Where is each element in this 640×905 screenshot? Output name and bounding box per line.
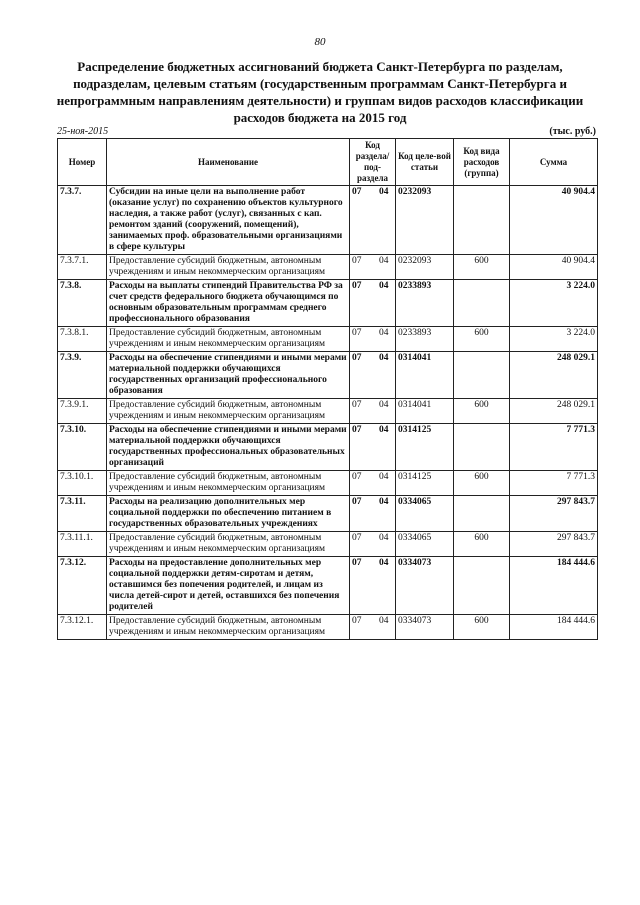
row-section-code: 07 xyxy=(350,424,373,471)
row-article-code: 0232093 xyxy=(396,186,454,255)
header-article: Код целе-вой статьи xyxy=(396,139,454,186)
header-section: Код раздела/ под-раздела xyxy=(350,139,396,186)
table-row xyxy=(58,327,598,352)
row-article-code: 0334065 xyxy=(396,496,454,532)
row-expense-type: 600 xyxy=(454,471,510,496)
row-section-code: 07 xyxy=(350,399,373,424)
header-sum: Сумма xyxy=(510,139,598,186)
row-subsection-code: 04 xyxy=(373,255,396,280)
page-number: 80 xyxy=(314,36,326,48)
row-number: 7.3.8.1. xyxy=(58,327,107,352)
row-number: 7.3.10. xyxy=(58,424,107,471)
row-name: Предоставление субсидий бюджетным, автономным учреждениям и иным некоммерческим организациям xyxy=(107,532,350,557)
table-row xyxy=(58,186,598,255)
row-section-code: 07 xyxy=(350,471,373,496)
row-sum: 7 771.3 xyxy=(510,424,598,471)
row-article-code: 0334065 xyxy=(396,532,454,557)
table-row xyxy=(58,496,598,532)
row-section-code: 07 xyxy=(350,532,373,557)
row-sum: 40 904.4 xyxy=(510,186,598,255)
row-expense-type: 600 xyxy=(454,255,510,280)
row-subsection-code: 04 xyxy=(373,186,396,255)
row-article-code: 0314041 xyxy=(396,352,454,399)
row-subsection-code: 04 xyxy=(373,424,396,471)
row-name: Расходы на предоставление дополнительных мер социальной поддержки детям-сиротам и детям, оставшимся без попечения родителей, и лицам из числа детей-сирот и детей, оставшихся без попечения родителей xyxy=(107,557,350,615)
row-section-code: 07 xyxy=(350,615,373,640)
row-number: 7.3.9. xyxy=(58,352,107,399)
row-section-code: 07 xyxy=(350,496,373,532)
row-subsection-code: 04 xyxy=(373,557,396,615)
row-sum: 40 904.4 xyxy=(510,255,598,280)
row-expense-type xyxy=(454,424,510,471)
table-row xyxy=(58,255,598,280)
row-section-code: 07 xyxy=(350,352,373,399)
row-subsection-code: 04 xyxy=(373,471,396,496)
row-number: 7.3.11.1. xyxy=(58,532,107,557)
row-sum: 248 029.1 xyxy=(510,399,598,424)
table-row xyxy=(58,532,598,557)
row-name: Предоставление субсидий бюджетным, автономным учреждениям и иным некоммерческим организациям xyxy=(107,399,350,424)
row-expense-type: 600 xyxy=(454,327,510,352)
row-section-code: 07 xyxy=(350,557,373,615)
row-sum: 297 843.7 xyxy=(510,532,598,557)
row-subsection-code: 04 xyxy=(373,327,396,352)
row-subsection-code: 04 xyxy=(373,399,396,424)
header-number: Номер xyxy=(58,139,107,186)
row-expense-type: 600 xyxy=(454,615,510,640)
row-expense-type xyxy=(454,496,510,532)
row-number: 7.3.11. xyxy=(58,496,107,532)
row-sum: 184 444.6 xyxy=(510,557,598,615)
row-sum: 3 224.0 xyxy=(510,280,598,327)
row-expense-type: 600 xyxy=(454,399,510,424)
row-sum: 184 444.6 xyxy=(510,615,598,640)
row-section-code: 07 xyxy=(350,327,373,352)
row-sum: 248 029.1 xyxy=(510,352,598,399)
row-section-code: 07 xyxy=(350,280,373,327)
table-row xyxy=(58,471,598,496)
row-name: Субсидии на иные цели на выполнение работ (оказание услуг) по сохранению объектов культурного наследия, а также работ (услуг), связанных с кап. ремонтом зданий (сооружений, помещений), занимаемых проф. образовательными организациями в сфере культуры xyxy=(107,186,350,255)
row-sum: 3 224.0 xyxy=(510,327,598,352)
table-header-row xyxy=(58,139,598,186)
row-expense-type xyxy=(454,280,510,327)
row-subsection-code: 04 xyxy=(373,615,396,640)
row-number: 7.3.7.1. xyxy=(58,255,107,280)
row-name: Предоставление субсидий бюджетным, автономным учреждениям и иным некоммерческим организациям xyxy=(107,615,350,640)
row-name: Расходы на обеспечение стипендиями и иными мерами материальной поддержки обучающихся государственных профессиональных образовательных организаций xyxy=(107,424,350,471)
row-article-code: 0233893 xyxy=(396,280,454,327)
row-expense-type xyxy=(454,352,510,399)
table-row xyxy=(58,399,598,424)
row-subsection-code: 04 xyxy=(373,280,396,327)
document-date: 25-ноя-2015 xyxy=(57,126,109,137)
row-article-code: 0314041 xyxy=(396,399,454,424)
row-number: 7.3.12. xyxy=(58,557,107,615)
row-number: 7.3.9.1. xyxy=(58,399,107,424)
row-subsection-code: 04 xyxy=(373,496,396,532)
table-row xyxy=(58,424,598,471)
table-row xyxy=(58,615,598,640)
row-expense-type: 600 xyxy=(454,532,510,557)
row-section-code: 07 xyxy=(350,186,373,255)
row-article-code: 0334073 xyxy=(396,615,454,640)
unit-label: (тыс. руб.) xyxy=(549,126,596,137)
table-row xyxy=(58,352,598,399)
row-subsection-code: 04 xyxy=(373,352,396,399)
row-number: 7.3.12.1. xyxy=(58,615,107,640)
row-name: Предоставление субсидий бюджетным, автономным учреждениям и иным некоммерческим организациям xyxy=(107,327,350,352)
row-expense-type xyxy=(454,186,510,255)
table-row xyxy=(58,557,598,615)
header-type: Код вида расходов (группа) xyxy=(454,139,510,186)
row-name: Расходы на обеспечение стипендиями и иными мерами материальной поддержки обучающихся государственных организаций профессионального образования xyxy=(107,352,350,399)
row-article-code: 0334073 xyxy=(396,557,454,615)
row-expense-type xyxy=(454,557,510,615)
row-number: 7.3.7. xyxy=(58,186,107,255)
row-sum: 7 771.3 xyxy=(510,471,598,496)
table-row xyxy=(58,280,598,327)
row-name: Предоставление субсидий бюджетным, автономным учреждениям и иным некоммерческим организациям xyxy=(107,255,350,280)
row-name: Расходы на реализацию дополнительных мер социальной поддержки по обеспечению питанием в государственных образовательных учреждениях xyxy=(107,496,350,532)
row-article-code: 0314125 xyxy=(396,471,454,496)
row-article-code: 0232093 xyxy=(396,255,454,280)
row-number: 7.3.10.1. xyxy=(58,471,107,496)
document-title: Распределение бюджетных ассигнований бюджета Санкт-Петербурга по разделам, подразделам, целевым статьям (государственным программам Санкт-Петербурга и непрограммным направлениям деятельности) и группам видов расходов классификации расходов бюджета на 2015 год xyxy=(56,59,584,125)
row-name: Расходы на выплаты стипендий Правительства РФ за счет средств федерального бюджета обучающимся по основным образовательным программам среднего профессионального образования xyxy=(107,280,350,327)
row-subsection-code: 04 xyxy=(373,532,396,557)
row-article-code: 0314125 xyxy=(396,424,454,471)
row-sum: 297 843.7 xyxy=(510,496,598,532)
row-section-code: 07 xyxy=(350,255,373,280)
row-number: 7.3.8. xyxy=(58,280,107,327)
row-name: Предоставление субсидий бюджетным, автономным учреждениям и иным некоммерческим организациям xyxy=(107,471,350,496)
header-name: Наименование xyxy=(107,139,350,186)
budget-table xyxy=(57,138,598,640)
row-article-code: 0233893 xyxy=(396,327,454,352)
